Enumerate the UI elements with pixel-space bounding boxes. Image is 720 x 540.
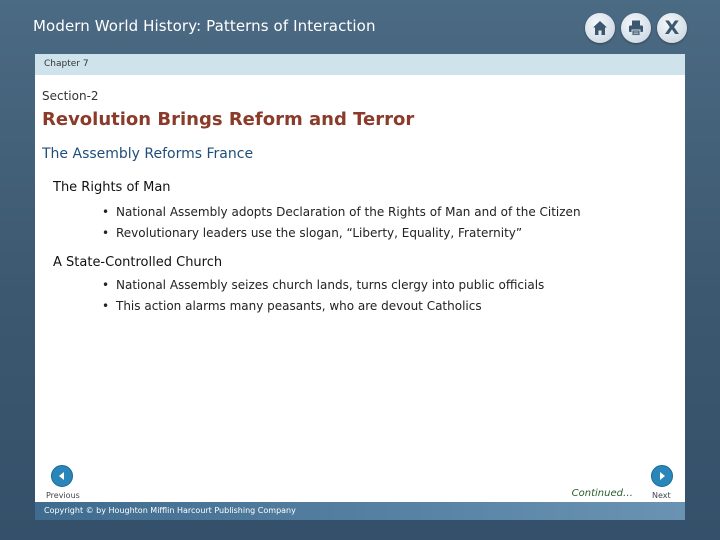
next-button[interactable] bbox=[651, 465, 673, 487]
bullet-item bbox=[102, 205, 581, 219]
previous-button[interactable] bbox=[51, 465, 73, 487]
arrow-left-icon bbox=[57, 471, 67, 481]
chapter-bar bbox=[35, 54, 685, 75]
page-title: Revolution Brings Reform and Terror bbox=[42, 109, 415, 130]
bullet-dot: • bbox=[102, 226, 110, 240]
arrow-right-icon bbox=[657, 471, 667, 481]
copyright-text: Copyright © by Houghton Mifflin Harcourt Publishing Company bbox=[44, 506, 296, 515]
bullet-text: National Assembly adopts Declaration of the Rights of Man and of the Citizen bbox=[116, 205, 581, 219]
bullet-item bbox=[102, 278, 544, 292]
bullet-dot: • bbox=[102, 299, 110, 313]
close-icon: X bbox=[664, 16, 680, 39]
next-label[interactable]: Next bbox=[652, 491, 671, 500]
bullet-item bbox=[102, 299, 482, 313]
subtitle: The Assembly Reforms France bbox=[42, 146, 254, 162]
top-toolbar bbox=[585, 13, 687, 43]
bullet-text: Revolutionary leaders use the slogan, “Liberty, Equality, Fraternity” bbox=[116, 226, 523, 240]
bullet-text: National Assembly seizes church lands, turns clergy into public officials bbox=[116, 278, 545, 292]
bullet-dot: • bbox=[102, 205, 110, 219]
slide-panel bbox=[35, 54, 685, 520]
home-button[interactable] bbox=[585, 13, 615, 43]
footer-bar bbox=[35, 502, 685, 520]
close-button[interactable] bbox=[657, 13, 687, 43]
topic-heading: A State-Controlled Church bbox=[53, 255, 223, 270]
app-title: Modern World History: Patterns of Interaction bbox=[33, 17, 376, 35]
print-button[interactable] bbox=[621, 13, 651, 43]
chapter-label: Chapter 7 bbox=[44, 59, 89, 69]
topic-heading: The Rights of Man bbox=[53, 180, 171, 195]
section-label: Section-2 bbox=[42, 89, 99, 103]
bullet-item bbox=[102, 226, 522, 240]
bullet-text: This action alarms many peasants, who are devout Catholics bbox=[116, 299, 482, 313]
print-icon bbox=[627, 19, 645, 37]
previous-label[interactable]: Previous bbox=[46, 491, 80, 500]
continued-label: Continued… bbox=[571, 488, 633, 499]
bullet-dot: • bbox=[102, 278, 110, 292]
home-icon bbox=[591, 19, 609, 37]
